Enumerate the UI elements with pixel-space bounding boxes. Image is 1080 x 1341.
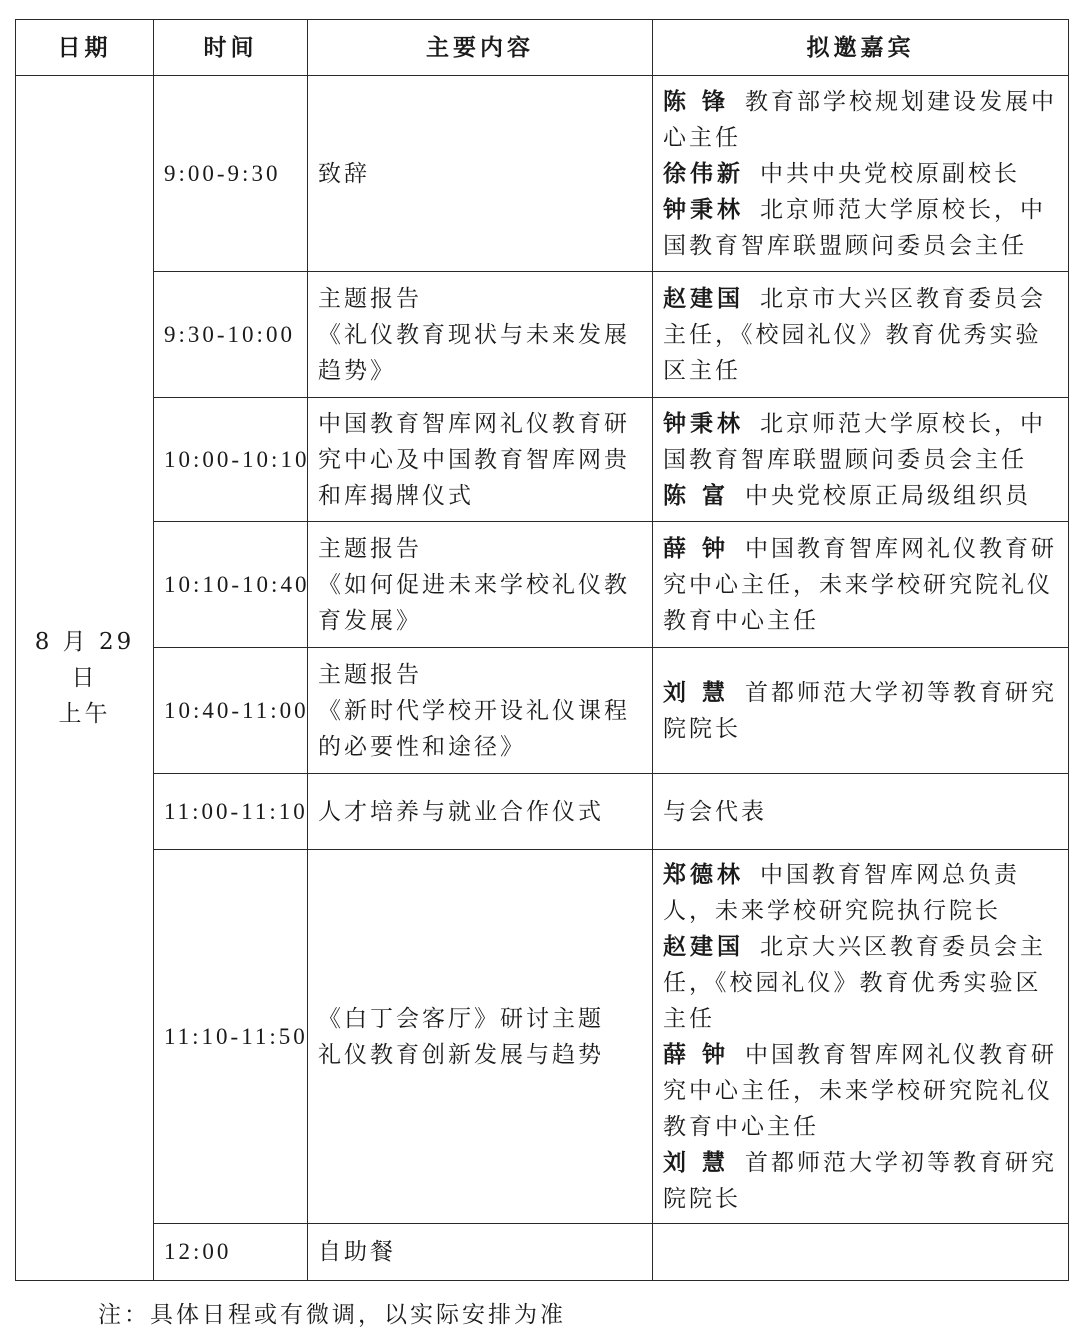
schedule-row	[16, 522, 1069, 648]
guest-entry	[663, 84, 1058, 156]
schedule-row	[16, 398, 1069, 522]
guest-name: 刘 慧	[663, 1149, 730, 1176]
guest-entry	[663, 281, 1058, 389]
guest-name: 薛 钟	[663, 1041, 730, 1068]
guest-name: 钟秉林	[663, 410, 744, 437]
content-line: 自助餐	[318, 1239, 396, 1265]
footnote: 注：具体日程或有微调，以实际安排为准	[98, 1302, 566, 1328]
guests-cell	[653, 76, 1069, 272]
guest-title: 中国教育智库网总负责人，未来学校研究院执行院长	[663, 861, 1020, 924]
time-cell	[154, 774, 308, 850]
guests-cell	[653, 648, 1069, 774]
guests-cell	[653, 398, 1069, 522]
guest-entry	[663, 156, 1058, 192]
guest-entry	[663, 675, 1058, 747]
content-line: 《新时代学校开设礼仪课程的必要性和途径》	[318, 697, 630, 760]
time-text: 10:10-10:40	[164, 571, 310, 597]
content-line: 《礼仪教育现状与未来发展趋势》	[318, 321, 630, 384]
guest-entry	[663, 531, 1058, 639]
content-cell	[308, 850, 653, 1224]
schedule-row	[16, 272, 1069, 398]
content-line: 致辞	[318, 160, 370, 187]
time-text: 9:00-9:30	[164, 160, 281, 186]
guest-title: 中国教育智库网礼仪教育研究中心主任，未来学校研究院礼仪教育中心主任	[663, 1041, 1058, 1140]
guests-cell	[653, 1224, 1069, 1281]
date-line: 8 月 29 日	[34, 629, 135, 691]
time-cell	[154, 850, 308, 1224]
guest-name: 赵建国	[663, 285, 744, 312]
schedule-row	[16, 850, 1069, 1224]
content-line: 主题报告	[318, 285, 422, 312]
guest-title: 中央党校原正局级组织员	[745, 482, 1032, 509]
header-time: 时间	[154, 20, 308, 76]
guest-name: 徐伟新	[663, 160, 744, 187]
header-date: 日期	[16, 20, 154, 76]
guest-name: 赵建国	[663, 933, 744, 960]
guest-entry	[663, 406, 1058, 478]
guest-name: 郑德林	[663, 861, 744, 888]
guest-entry	[663, 857, 1058, 929]
guest-name: 陈 富	[663, 482, 730, 509]
time-cell	[154, 272, 308, 398]
guest-entry	[663, 1037, 1058, 1145]
content-cell	[308, 1224, 653, 1281]
guest-name: 薛 钟	[663, 535, 730, 562]
guest-title: 与会代表	[663, 798, 767, 825]
guest-title: 北京师范大学原校长，中国教育智库联盟顾问委员会主任	[663, 410, 1046, 473]
time-text: 10:40-11:00	[164, 697, 309, 723]
time-text: 10:00-10:10	[164, 446, 310, 472]
date-period: 上午	[58, 701, 111, 727]
guest-title: 北京师范大学原校长，中国教育智库联盟顾问委员会主任	[663, 196, 1046, 259]
guest-title: 北京市大兴区教育委员会主任，《校园礼仪》教育优秀实验区主任	[663, 285, 1046, 384]
content-line: 礼仪教育创新发展与趋势	[318, 1041, 604, 1068]
guest-title: 首都师范大学初等教育研究院院长	[663, 679, 1058, 742]
time-text: 12:00	[164, 1239, 232, 1264]
guest-name: 钟秉林	[663, 196, 744, 223]
time-cell	[154, 398, 308, 522]
content-line: 主题报告	[318, 535, 422, 562]
header-row	[16, 20, 1069, 76]
time-cell	[154, 648, 308, 774]
guests-cell	[653, 850, 1069, 1224]
content-cell	[308, 774, 653, 850]
time-text: 11:00-11:10	[164, 798, 308, 824]
time-cell	[154, 522, 308, 648]
guest-entry	[663, 929, 1058, 1037]
content-cell	[308, 522, 653, 648]
guest-entry	[663, 478, 1058, 514]
guest-entry	[663, 192, 1058, 264]
content-cell	[308, 76, 653, 272]
guest-name: 刘 慧	[663, 679, 730, 706]
guests-cell	[653, 272, 1069, 398]
schedule-row	[16, 76, 1069, 272]
schedule-table	[15, 19, 1069, 1281]
content-cell	[308, 272, 653, 398]
content-line: 人才培养与就业合作仪式	[318, 798, 604, 825]
content-line: 主题报告	[318, 661, 422, 688]
content-cell	[308, 648, 653, 774]
date-cell	[16, 76, 154, 1281]
guest-title: 首都师范大学初等教育研究院院长	[663, 1149, 1058, 1212]
guests-cell	[653, 522, 1069, 648]
header-content: 主要内容	[308, 20, 653, 76]
schedule-row	[16, 1224, 1069, 1281]
content-line: 中国教育智库网礼仪教育研究中心及中国教育智库网贵和库揭牌仪式	[318, 410, 630, 509]
guest-name: 陈 锋	[663, 88, 730, 115]
content-cell	[308, 398, 653, 522]
content-line: 《如何促进未来学校礼仪教育发展》	[318, 571, 630, 634]
header-guests: 拟邀嘉宾	[653, 20, 1069, 76]
time-text: 9:30-10:00	[164, 321, 295, 347]
time-cell	[154, 1224, 308, 1281]
time-text: 11:10-11:50	[164, 1023, 308, 1049]
content-line: 《白丁会客厅》研讨主题	[318, 1005, 604, 1032]
guest-entry	[663, 794, 1058, 830]
guests-cell	[653, 774, 1069, 850]
guest-title: 北京大兴区教育委员会主任，《校园礼仪》教育优秀实验区主任	[663, 933, 1046, 1032]
guest-title: 中共中央党校原副校长	[760, 160, 1020, 187]
schedule-row	[16, 648, 1069, 774]
guest-title: 中国教育智库网礼仪教育研究中心主任，未来学校研究院礼仪教育中心主任	[663, 535, 1058, 634]
time-cell	[154, 76, 308, 272]
guest-title: 教育部学校规划建设发展中心主任	[663, 88, 1058, 151]
schedule-row	[16, 774, 1069, 850]
guest-entry	[663, 1145, 1058, 1217]
